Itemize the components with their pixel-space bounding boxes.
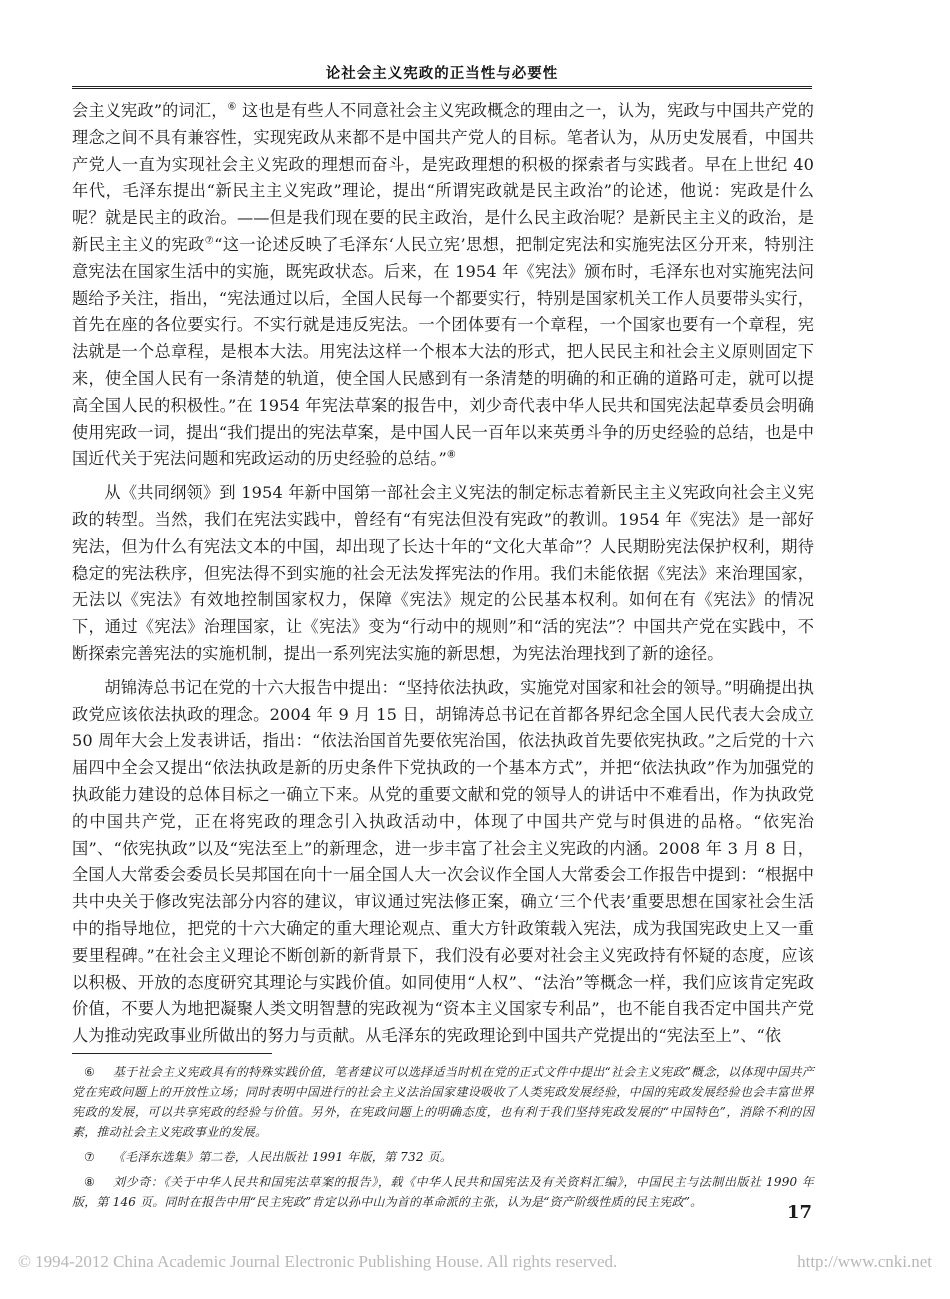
running-head: 论社会主义宪政的正当性与必要性: [325, 66, 559, 82]
header-rule: [72, 86, 812, 89]
paragraph-text: 这也是有些人不同意社会主义宪政概念的理由之一，认为，宪政与中国共产党的理念之间不具有兼容性，实现宪政从来都不是中国共产党人的目标。笔者认为，从历史发展看，中国共产党人一直为实现社会主义宪政的理想而奋斗，是宪政理想的积极的探索者与实践者。早在上世纪 40 年代，毛泽东提出“新民主主义宪政”理论，提出“所谓宪政就是民主政治”的论述，他说：宪政是什么呢？就是民主的政治。——但是我们现在要的民主政治，是什么民主政治呢？是新民主主义的政治，是新民主主义的宪政: [72, 101, 814, 254]
body-paragraph: [72, 98, 814, 473]
article-body: [72, 98, 814, 1057]
paragraph-text: 会主义宪政”的词汇，: [72, 101, 228, 120]
paragraph-text: 从《共同纲领》到 1954 年新中国第一部社会主义宪法的制定标志着新民主主义宪政向社会主义宪政的转型。当然，我们在宪法实践中，曾经有“有宪法但没有宪政”的教训。1954 年《宪法》是一部好宪法，但为什么有宪法文本的中国，却出现了长达十年的“文化大革命”？人民期盼宪法保护权利，期待稳定的宪法秩序，但宪法得不到实施的社会无法发挥宪法的作用。我们未能依据《宪法》来治理国家，无法以《宪法》有效地控制国家权力，保障《宪法》规定的公民基本权利。如何在有《宪法》的情况下，通过《宪法》治理国家，让《宪法》变为“行动中的规则”和“活的宪法”？中国共产党在实践中，不断探索完善宪法的实施机制，提出一系列宪法实施的新思想，为宪法治理找到了新的途径。: [72, 483, 814, 663]
copyright-watermark: [18, 1252, 932, 1272]
footnote: [72, 1172, 814, 1212]
footnote-mark: ⑦: [84, 1150, 95, 1164]
footnote-rule: [72, 1053, 272, 1054]
footnote: [72, 1062, 814, 1142]
paragraph-text: 胡锦涛总书记在党的十六大报告中提出：“坚持依法执政，实施党对国家和社会的领导。”明确提出执政党应该依法执政的理念。2004 年 9 月 15 日，胡锦涛总书记在首都各界纪念全国人民代表大会成立 50 周年大会上发表讲话，指出：“依法治国首先要依宪治国，依法执政首先要依宪执政。”之后党的十六届四中全会又提出“依法执政是新的历史条件下党执政的一个基本方式”，并把“依法执政”作为加强党的执政能力建设的总体目标之一确立下来。从党的重要文献和党的领导人的讲话中不难看出，作为执政党的中国共产党，正在将宪政的理念引入执政活动中，体现了中国共产党与时俱进的品格。“依宪治国”、“依宪执政”以及“宪法至上”的新理念，进一步丰富了社会主义宪政的内涵。2008 年 3 月 8 日，全国人大常委会委员长吴邦国在向十一届全国人大一次会议作全国人大常委会工作报告中提到：“根据中共中央关于修改宪法部分内容的建议，审议通过宪法修正案，确立‘三个代表’重要思想在国家社会生活中的指导地位，把党的十六大确定的重大理论观点、重大方针政策载入宪法，成为我国宪政史上又一重要里程碑。”在社会主义理论不断创新的新背景下，我们没有必要对社会主义宪政持有怀疑的态度，应该以积极、开放的态度研究其理论与实践价值。如同使用“人权”、“法治”等概念一样，我们应该肯定宪政价值，不要人为地把凝聚人类文明智慧的宪政视为“资本主义国家专利品”，也不能自我否定中国共产党人为推动宪政事业所做出的努力与贡献。从毛泽东的宪政理论到中国共产党提出的“宪法至上”、“依: [72, 677, 814, 1046]
copyright-text: © 1994-2012 China Academic Journal Electronic Publishing House. All rights reserved.: [18, 1252, 618, 1271]
footnote-mark: ⑧: [84, 1175, 95, 1189]
footnote-text: 《毛泽东选集》第二卷，人民出版社 1991 年版，第 732 页。: [112, 1150, 453, 1164]
footnote-ref[interactable]: ⑧: [446, 449, 456, 461]
footnote-ref[interactable]: ⑦: [204, 235, 215, 247]
footnote-text: 基于社会主义宪政具有的特殊实践价值，笔者建议可以选择适当时机在党的正式文件中提出“社会主义宪政”概念，以体现中国共产党在宪政问题上的开放性立场；同时表明中国进行的社会主义法治国家建设吸收了人类宪政发展经验，中国的宪政发展经验也会丰富世界宪政的发展，可以共享宪政的经验与价值。另外，在宪政问题上的明确态度，也有利于我们坚持宪政发展的“中国特色”，消除不利的因素，推动社会主义宪政事业的发展。: [72, 1065, 814, 1139]
paragraph-text: “这一论述反映了毛泽东‘人民立宪’思想，把制定宪法和实施宪法区分开来，特别注意宪法在国家生活中的实施，既宪政状态。后来，在 1954 年《宪法》颁布时，毛泽东也对实施宪法问题给予关注，指出，“宪法通过以后，全国人民每一个都要实行，特别是国家机关工作人员要带头实行，首先在座的各位要实行。不实行就是违反宪法。一个团体要有一个章程，一个国家也要有一个章程，宪法就是一个总章程，是根本大法。用宪法这样一个根本大法的形式，把人民民主和社会主义原则固定下来，使全国人民有一条清楚的轨道，使全国人民感到有一条清楚的明确的和正确的道路可走，就可以提高全国人民的积极性。”在 1954 年宪法草案的报告中，刘少奇代表中华人民共和国宪法起草委员会明确使用宪政一词，提出“我们提出的宪法草案，是中国人民一百年以来英勇斗争的历史经验的总结，也是中国近代关于宪法问题和宪政运动的历史经验的总结。”: [72, 234, 814, 469]
page-number: 17: [786, 1202, 812, 1223]
footnotes: [72, 1062, 814, 1217]
footnote-mark: ⑥: [84, 1065, 95, 1079]
body-paragraph: [72, 675, 814, 1050]
body-paragraph: [72, 480, 814, 668]
footnote-ref[interactable]: ⑥: [227, 101, 237, 113]
footnote: [72, 1147, 814, 1167]
cnki-url[interactable]: http://www.cnki.net: [797, 1252, 932, 1271]
footnote-text: 刘少奇：《关于中华人民共和国宪法草案的报告》，载《中华人民共和国宪法及有关资料汇编》，中国民主与法制出版社 1990 年版，第 146 页。同时在报告中用“民主宪政”肯定以孙中山为首的革命派的主张，认为是“资产阶级性质的民主宪政”。: [72, 1175, 814, 1209]
